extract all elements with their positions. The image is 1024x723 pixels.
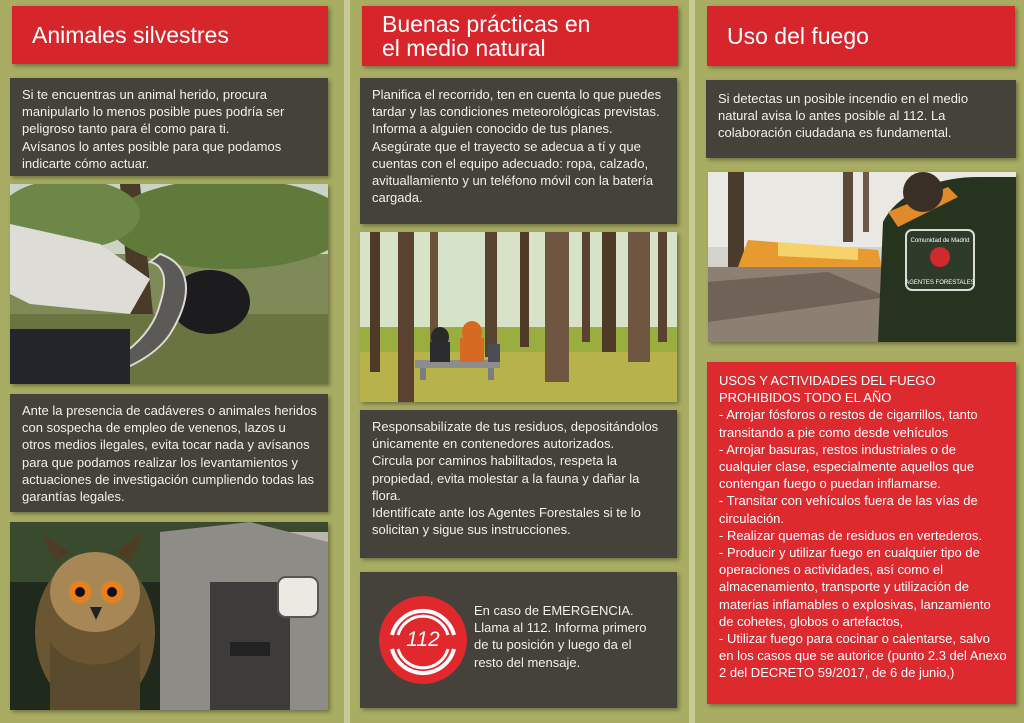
- paragraph: Ante la presencia de cadáveres o animales heridos con sospecha de empleo de venenos, lazos u otros medios ilegales, evita tocar nada y avísanos para que podamos realizar los levantamientos y actuaciones de investigación cumpliendo todas las garantías legales.: [22, 403, 317, 505]
- emergency-text: En caso de EMERGENCIA. Llama al 112. Informa primero de tu posición y luego da el resto del mensaje.: [474, 603, 647, 670]
- panel-fold-2: [689, 0, 695, 723]
- text-box-incendio: [706, 80, 1016, 158]
- paragraph: Si detectas un posible incendio en el medio natural avisa lo antes posible al 112. La colaboración ciudadana es fundamental.: [718, 91, 969, 141]
- logo-text: 112: [406, 628, 440, 651]
- paragraph: Identifícate ante los Agentes Forestales si te lo solicitan y sigue sus instrucciones.: [372, 505, 641, 538]
- header-uso-del-fuego: [707, 6, 1015, 66]
- text-box-venenos: [10, 394, 328, 512]
- header-buenas-practicas: [362, 6, 678, 66]
- emergency-box: [360, 572, 677, 708]
- emergency-112-logo: [378, 595, 468, 685]
- photo-owl-agent: [10, 522, 328, 710]
- paragraph: Avísanos lo antes posible para que podamos indicarte cómo actuar.: [22, 138, 282, 171]
- header-animales-silvestres: [12, 6, 328, 64]
- prohibited-item: - Transitar con vehículos fuera de las vías de circulación.: [719, 493, 978, 526]
- panel-fold-1: [344, 0, 350, 723]
- badge-text-agentes: AGENTES FORESTALES: [905, 280, 975, 286]
- prohibited-item: - Utilizar fuego para cocinar o calentarse, salvo en los casos que se autorice (punto 2.3 del Anexo 2 del DECRETO 59/2017, de 6 de junio,): [719, 631, 1007, 681]
- paragraph: Responsabilízate de tus residuos, depositándolos únicamente en contenedores autorizados.: [372, 419, 659, 452]
- prohibited-item: - Producir y utilizar fuego en cualquier tipo de operaciones o actividades, así como el almacenamiento, transporte y utilización de materias inflamables o explosivas, lanzamiento de cohetes, globos o artefactos,: [719, 545, 991, 629]
- paragraph: Planifica el recorrido, ten en cuenta lo que puedes tardar y las condiciones meteorológicas previstas. Informa a alguien conocido de tus planes.: [372, 87, 662, 137]
- prohibited-item: - Arrojar fósforos o restos de cigarrillos, tanto transitando a pie como desde vehículos: [719, 407, 978, 440]
- text-box-residuos: [360, 410, 677, 558]
- photo-forest-picnic: [360, 232, 677, 402]
- text-box-planifica: [360, 78, 677, 224]
- prohibited-item: - Arrojar basuras, restos industriales o de cualquier clase, especialmente aquellos que contengan fuego o puedan inflamarse.: [719, 441, 975, 492]
- photo-snake-handling: [10, 184, 328, 384]
- prohibited-item: - Realizar quemas de residuos en vertederos.: [719, 527, 983, 543]
- paragraph: Asegúrate que el trayecto se adecua a tí y que cuentas con el equipo adecuado: ropa, calzado, avituallamiento y un teléfono móvil con la batería cargada.: [372, 138, 654, 206]
- section-title: Animales silvestres: [32, 22, 229, 48]
- badge-text-comunidad: Comunidad de Madrid: [910, 238, 970, 244]
- section-title: Uso del fuego: [727, 23, 869, 49]
- paragraph: Si te encuentras un animal herido, procura manipularlo lo menos posible pues podría ser peligroso tanto para él como para ti.: [22, 87, 285, 137]
- red-box-prohibited-uses: [707, 362, 1016, 704]
- section-title-line-2: el medio natural: [382, 35, 546, 61]
- section-title-line-1: Buenas prácticas en: [382, 11, 591, 37]
- photo-fire-agent: [708, 172, 1016, 342]
- paragraph: Circula por caminos habilitados, respeta la propiedad, evita molestar a la fauna y dañar la flora.: [372, 453, 640, 503]
- text-box-animal-herido: [10, 78, 328, 176]
- prohibited-title: USOS Y ACTIVIDADES DEL FUEGO PROHIBIDOS TODO EL AÑO: [719, 373, 936, 406]
